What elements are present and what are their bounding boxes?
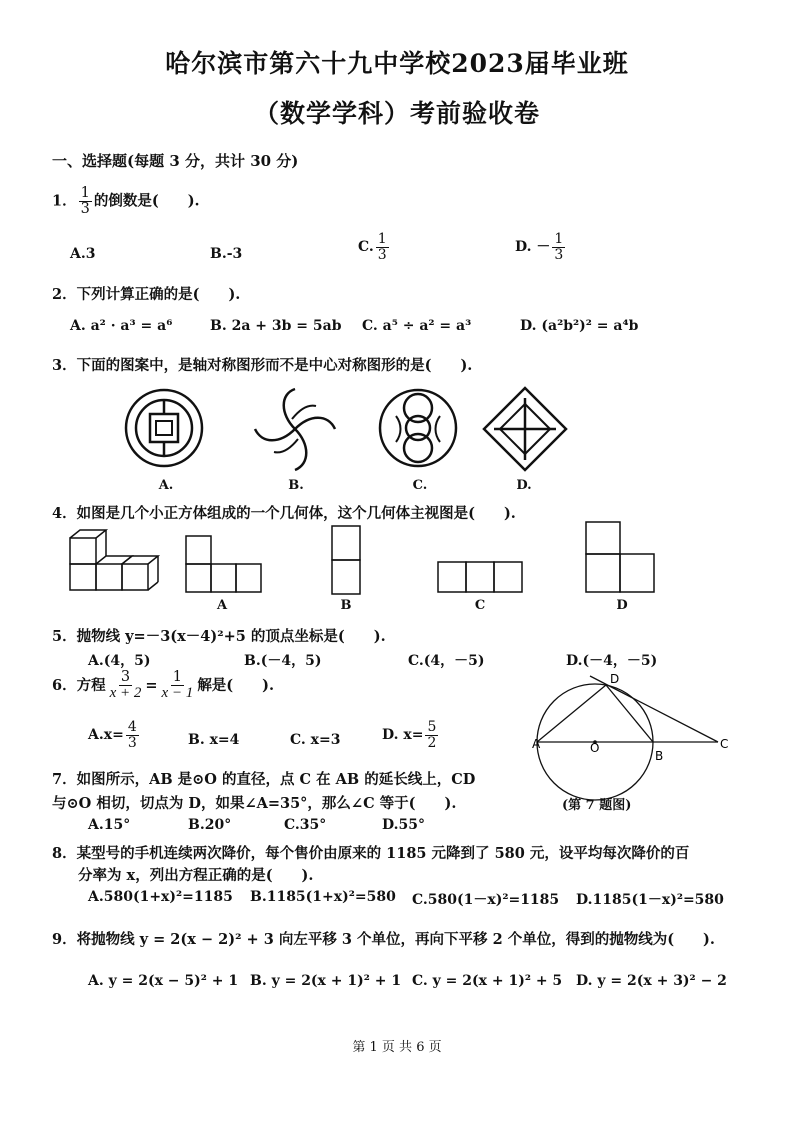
q4-option-b-view[interactable]	[332, 526, 362, 596]
q3-figure-d-diamond	[480, 384, 570, 474]
fraction-one-third: $\frac{1}{3}$	[80, 185, 90, 218]
q7-option-b[interactable]: B.20°	[188, 817, 232, 833]
page-footer: 第 1 页 共 6 页	[352, 1040, 442, 1055]
q2-option-b[interactable]: B. 2a + 3b = 5ab	[210, 318, 342, 334]
q8-option-b[interactable]: B.1185(1+x)²=580	[250, 889, 396, 905]
question-6-stem: 6．方程 $\frac{3}{x + 2}$ = $\frac{1}{x - 1}$ 解是( ).	[52, 669, 275, 702]
q8-option-a[interactable]: A.580(1+x)²=1185	[88, 889, 233, 905]
q6-option-b[interactable]: B. x=4	[188, 732, 240, 748]
question-1-stem: 1． $\frac{1}{3}$ 的倒数是( ).	[52, 185, 200, 218]
q4-option-a-view[interactable]	[186, 536, 266, 596]
q3-label-c[interactable]: C.	[412, 478, 428, 493]
q3-label-a[interactable]: A.	[158, 478, 174, 493]
q3-figure-c-circles	[376, 384, 466, 474]
q4-label-c[interactable]: C	[474, 598, 486, 613]
q3-label-b[interactable]: B.	[288, 478, 304, 493]
q4-label-d[interactable]: D	[616, 598, 628, 613]
exam-title-line1: 哈尔滨市第六十九中学校2023届毕业班	[165, 49, 629, 78]
q7-figure-caption: (第 7 题图)	[562, 798, 632, 813]
q7-point-o-label: O	[590, 741, 600, 755]
q9-option-a[interactable]: A. y = 2(x − 5)² + 1	[88, 973, 239, 989]
q7-option-d[interactable]: D.55°	[382, 817, 425, 833]
q7-point-c-label: C	[720, 737, 729, 751]
question-2-stem: 2．下列计算正确的是( ).	[52, 286, 241, 303]
question-8-line1: 8．某型号的手机连续两次降价，每个售价由原来的 1185 元降到了 580 元，设平均每次降价的百	[52, 845, 690, 862]
q4-label-b[interactable]: B	[340, 598, 352, 613]
q7-option-c[interactable]: C.35°	[284, 817, 327, 833]
q6-option-a[interactable]: A.x= $\frac{4}{3}$	[88, 719, 137, 751]
q9-option-d[interactable]: D. y = 2(x + 3)² − 2	[576, 973, 727, 989]
q2-option-c[interactable]: C. a⁵ ÷ a² = a³	[362, 318, 472, 334]
q3-label-d[interactable]: D.	[516, 478, 532, 493]
q4-label-a[interactable]: A	[216, 598, 228, 613]
question-3-stem: 3．下面的图案中，是轴对称图形而不是中心对称图形的是( ).	[52, 357, 473, 374]
question-7-line1: 7．如图所示，AB 是⊙O 的直径，点 C 在 AB 的延长线上，CD	[52, 771, 476, 788]
q1-option-c[interactable]: C. $\frac{1}{3}$	[358, 231, 387, 263]
q7-point-a-label: A	[532, 737, 541, 751]
question-9-stem: 9．将抛物线 y = 2(x − 2)² + 3 向左平移 3 个单位，再向下平移 2 个单位，得到的抛物线为( ).	[52, 931, 715, 948]
q7-point-b-label: B	[655, 749, 664, 763]
q2-option-a[interactable]: A. a² · a³ = a⁶	[70, 318, 173, 334]
q4-option-d-view[interactable]	[586, 522, 658, 596]
q3-figure-a-coin	[120, 384, 210, 474]
q8-option-d[interactable]: D.1185(1－x)²=580	[576, 892, 724, 908]
q4-solid-figure	[68, 528, 168, 598]
section-heading: 一、选择题(每题 3 分，共计 30 分)	[52, 152, 299, 170]
q6-option-c[interactable]: C. x=3	[290, 732, 341, 748]
q1-option-d[interactable]: D. － $\frac{1}{3}$	[515, 231, 564, 263]
q5-option-d[interactable]: D.(－4，－5)	[566, 653, 658, 669]
q7-point-d-label: D	[610, 672, 620, 686]
q9-option-b[interactable]: B. y = 2(x + 1)² + 1	[250, 973, 402, 989]
q3-figure-b-pinwheel	[250, 384, 340, 474]
q4-option-c-view[interactable]	[438, 562, 528, 594]
q5-option-a[interactable]: A.(4，5)	[88, 653, 151, 669]
q7-circle-figure	[530, 672, 750, 792]
exam-title-line2: （数学学科）考前验收卷	[253, 99, 540, 128]
q9-option-c[interactable]: C. y = 2(x + 1)² + 5	[412, 973, 563, 989]
question-8-line2: 分率为 x，列出方程正确的是( ).	[78, 867, 314, 884]
q6-option-d[interactable]: D. x= $\frac{5}{2}$	[382, 719, 437, 751]
q5-option-c[interactable]: C.(4，－5)	[408, 653, 485, 669]
q1-option-a[interactable]: A.3	[70, 246, 96, 262]
q2-option-d[interactable]: D. (a²b²)² = a⁴b	[520, 318, 639, 334]
question-7-line2: 与⊙O 相切，切点为 D，如果∠A=35°，那么∠C 等于( ).	[52, 795, 457, 812]
question-5-stem: 5．抛物线 y=－3(x－4)²+5 的顶点坐标是( ).	[52, 628, 386, 645]
q5-option-b[interactable]: B.(－4，5)	[244, 653, 322, 669]
question-4-stem: 4．如图是几个小正方体组成的一个几何体，这个几何体主视图是( ).	[52, 505, 516, 522]
q8-option-c[interactable]: C.580(1－x)²=1185	[412, 892, 560, 908]
q7-option-a[interactable]: A.15°	[88, 817, 131, 833]
q1-option-b[interactable]: B.-3	[210, 246, 243, 262]
